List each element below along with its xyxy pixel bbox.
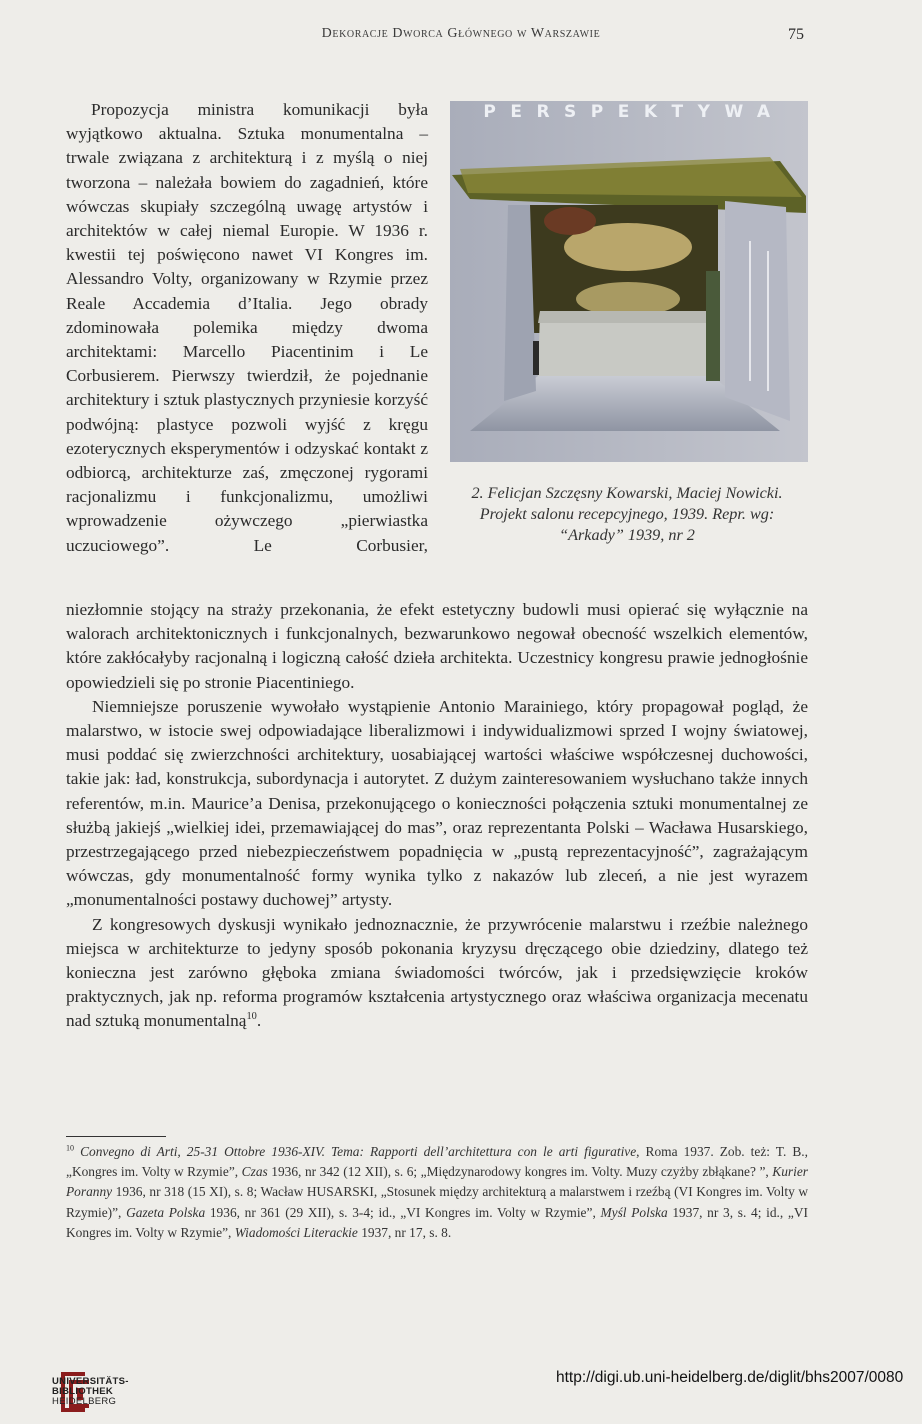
footnote-segment: Myśl Polska [600, 1204, 668, 1220]
running-head: Dekoracje Dworca Głównego w Warszawie [321, 26, 601, 41]
source-url-link[interactable]: http://digi.ub.uni-heidelberg.de/diglit/bhs2007/0080 [556, 1369, 904, 1386]
footnote-segment: Kurier Poranny [66, 1164, 808, 1200]
footnote-segment: 1937, nr 3, s. 4; id., „VI Kongres im. Volty w Rzymie”, [66, 1204, 809, 1240]
salon-design-drawing [450, 101, 808, 462]
footnote-segment: Convegno di Arti, 25-31 Ottobre 1936-XIV. Tema: Rapporti dell’architettura con le arti figurative [80, 1144, 637, 1159]
footnote-body [66, 1144, 808, 1240]
page-number: 75 [788, 26, 804, 43]
logo-line-2: BIBLIOTHEK [52, 1386, 114, 1397]
paragraph-3-text: Z kongresowych dyskusji wynikało jednoznacznie, że przywrócenie malarstwu i rzeźbie należnego miejsca w architekturze to jedyny sposób pokonania kryzysu dręczącego obie dziedziny, dlatego też konieczna jest zarówno głęboka zmiana świadomości twórców, jak i przedsięwzięcie kroków praktycznych, jak np. reforma programów kształcenia artystycznego oraz właściwa organizacja mecenatu nad sztuką monumentalną [66, 914, 808, 1031]
figure-illustration [450, 101, 808, 462]
footnote [66, 1142, 808, 1243]
paragraph-1: Propozycja ministra komunikacji była wyjątkowo aktualna. Sztuka monumentalna – trwale związana z architekturą i z myślą o niej tworzona – należała bowiem do zagadnień, które wówczas skupiały szczególną uwagę artystów i architektów w całej niemal Europie. W 1936 r. kwestii tej poświęcono nawet VI Kongres im. Alessandro Volty, organizowany w Rzymie przez Reale Accademia d’Italia. Jego obrady zdominowała polemika między dwoma architektami: Marcello Piacentinim i Le Corbusierem. Pierwszy twierdził, że pojednanie architektury i sztuk plastycznych przyniesie korzyść podwójną: plastyce pozwoli wyjść z kręgu ezoterycznych eksperymentów i odzyskać kontakt z odbiorcą, architekturze zaś, zmęczonej rygorami racjonalizmu i funkcjonalizmu, umożliwi wprowadzenie ożywczego „pierwiastka uczuciowego”. Le Corbusier, [66, 100, 428, 555]
footnote-segment: Gazeta Polska [126, 1204, 206, 1220]
paragraph-3: Z kongresowych dyskusji wynikało jednoznacznie, że przywrócenie malarstwu i rzeźbie należnego miejsca w architekturze to jedyny sposób pokonania kryzysu dręczącego obie dziedziny, dlatego też konieczna jest zarówno głęboka zmiana świadomości twórców, jak i przedsięwzięcie kroków praktycznych, jak np. reforma programów kształcenia artystycznego oraz właściwa organizacja mecenatu nad sztuką monumentalną$^{10}$. [66, 914, 808, 1031]
library-logo-text [52, 1377, 129, 1407]
footnote-segment: , Roma 1937. Zob. też: T. B., „Kongres im. Volty w Rzymie”, [66, 1144, 808, 1180]
footnote-segment: 1936, nr 361 (29 XII), s. 3-4; id., „VI Kongres im. Volty w Rzymie”, [205, 1204, 601, 1220]
footnote-rule [66, 1136, 166, 1137]
footnote-number: 10 [66, 1143, 75, 1153]
footnote-segment: 1937, nr 17, s. 8. [357, 1224, 452, 1240]
column-text [66, 98, 428, 558]
logo-line-3: HEIDELBERG [52, 1396, 117, 1407]
footnote-segment: Czas [241, 1164, 268, 1180]
footnote-segment: 1936, nr 318 (15 XI), s. 8; Wacław HUSARSKI, „Stosunek między architekturą a malarstwem i rzeźbą (VI Kongres im. Volty w Rzymie)”, [66, 1184, 808, 1220]
figure-title: PERSPEKTYWA [483, 102, 785, 122]
logo-line-1: UNIVERSITÄTS- [52, 1376, 129, 1387]
footnote-segment: 1936, nr 342 (12 XII), s. 6; „Międzynarodowy kongres im. Volty. Muzy czyżby zbłąkane? ”, [267, 1164, 773, 1180]
figure-caption: 2. Felicjan Szczęsny Kowarski, Maciej Nowicki. Projekt salonu recepcyjnego, 1939. Repr. wg: “Arkady” 1939, nr 2 [471, 484, 783, 544]
footnote-reference[interactable]: 10 [246, 1011, 257, 1023]
body-text [66, 598, 808, 1034]
paragraph-2: Niemniejsze poruszenie wywołało wystąpienie Antonio Marainiego, który propagował pogląd, że malarstwo, w istocie swej odpowiadające liberalizmowi i indywidualizmowi sprzed I wojny światowej, musi poddać się zwierzchności architektury, uosabiającej wartości właściwe współczesnej duchowości, takie jak: ład, konstrukcja, subordynacja i autorytet. Z dużym zainteresowaniem wysłuchano także innych referentów, m.in. Maurice’a Denisa, przekonującego o konieczności połączenia sztuki monumentalnej ze służbą jakiejś „wielkiej idei, przemawiającej do mas”, oraz reprezentanta Polski – Wacława Husarskiego, przestrzegającego przed niebezpieczeństwem popadnięcia w „pustą reprezentacyjność”, zagrażającym wówczas, gdy monumentalność formy wynika tylko z nakazów lub zleceń, a nie jest wyrazem „monumentalności postawy duchowej” artysty. [66, 696, 808, 910]
footnote-segment: Wiadomości Literackie [234, 1224, 358, 1240]
paragraph-continuation: niezłomnie stojący na straży przekonania, że efekt estetyczny budowli musi opierać się wyłącznie na walorach architektonicznych i funkcjonalnych, bezwarunkowo negował obecność wszelkich elementów, które zakłócałyby racjonalną i logiczną całość dzieła architekta. Uczestnicy kongresu prawie jednogłośnie opowiedzieli się po stronie Piacentiniego. [66, 600, 808, 692]
